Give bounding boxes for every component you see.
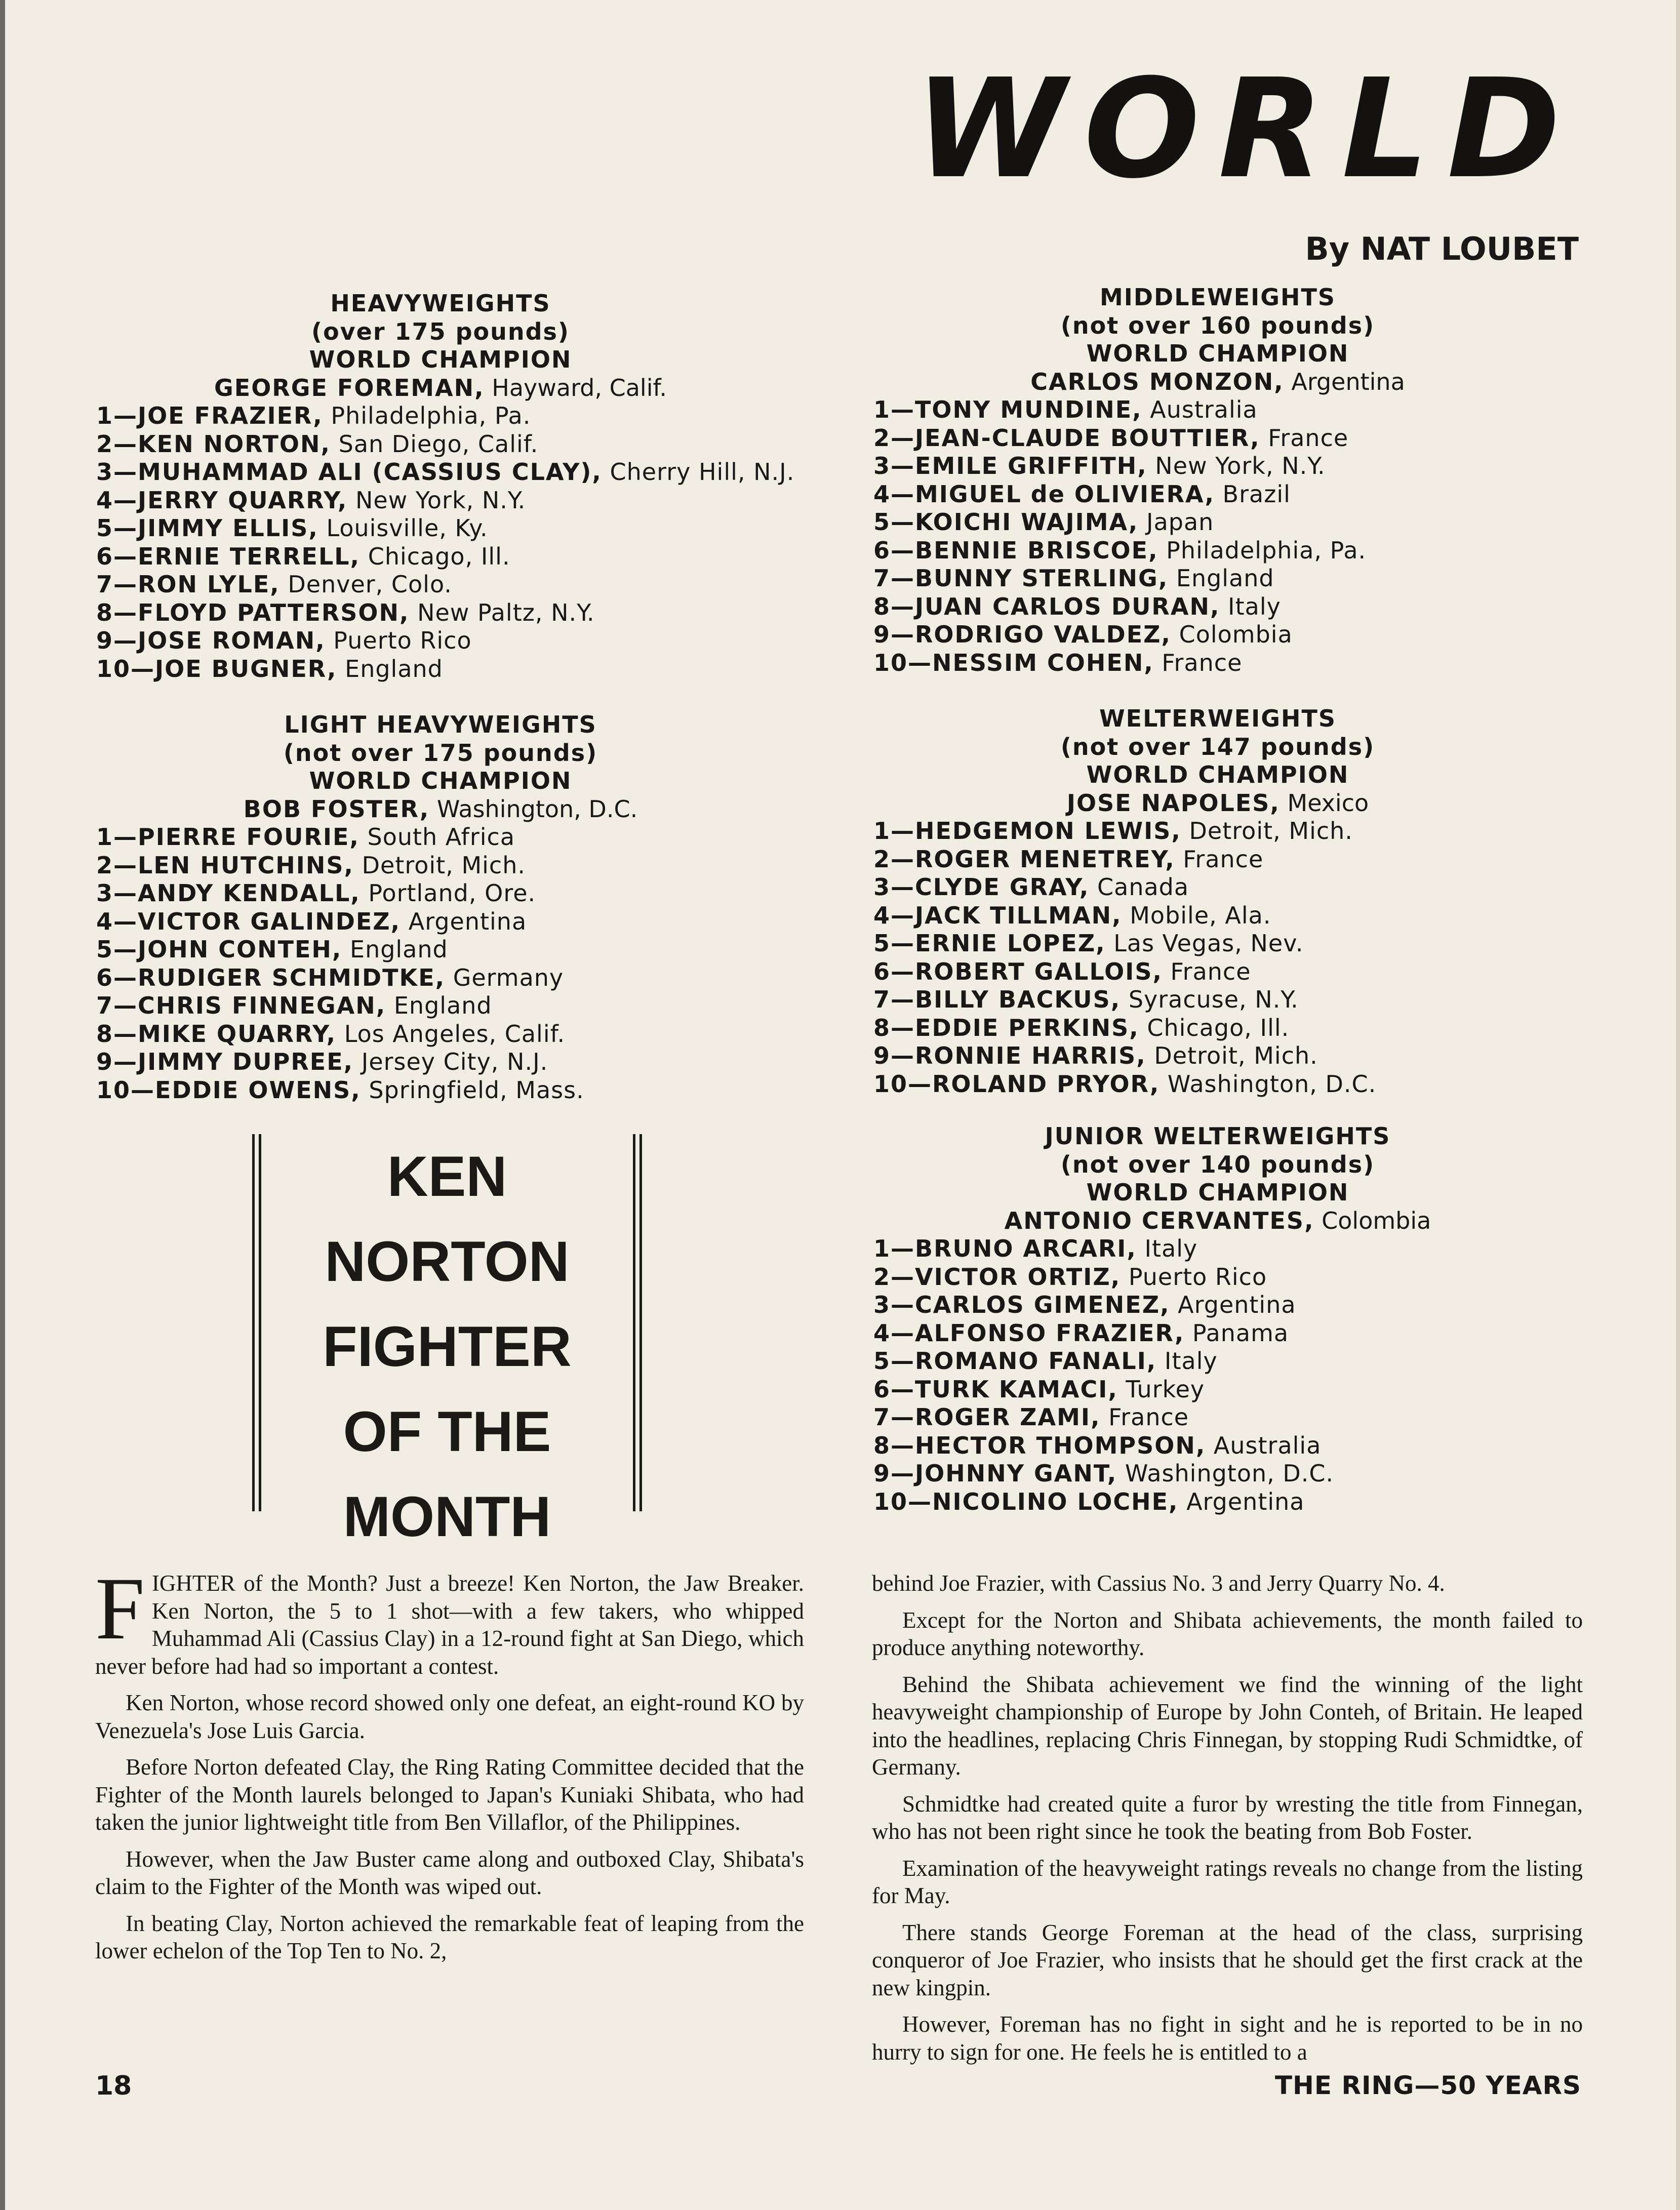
fighter-name: ROGER ZAMI, [915,1403,1101,1431]
fighter-name: EMILE GRIFFITH, [915,452,1147,479]
fighter-name: BILLY BACKUS, [915,986,1121,1013]
ranking-row [96,1048,785,1076]
fighter-location: Detroit, Mich. [1181,817,1353,845]
rank-number: 9— [873,621,915,648]
rank-number: 1— [873,396,915,423]
ranking-row [96,992,785,1020]
fighter-name: VICTOR GALINDEZ, [138,907,401,935]
champion-line [873,789,1562,818]
fighter-name: ROBERT GALLOIS, [915,957,1163,985]
champion-line [873,368,1562,396]
ranking-row [96,852,785,880]
division-name: JUNIOR WELTERWEIGHTS [1045,1122,1391,1150]
fighter-name: HEDGEMON LEWIS, [915,817,1181,845]
division-name: WELTERWEIGHTS [1099,705,1337,732]
division-light-heavyweights [96,711,785,1104]
fighter-name: PIERRE FOURIE, [138,823,359,851]
fighter-location: Portland, Ore. [360,879,536,907]
rank-number: 1— [873,1235,915,1262]
fotm-line: NORTON [325,1230,570,1293]
division-name: MIDDLEWEIGHTS [1099,284,1336,311]
fighter-location: Turkey [1117,1375,1205,1403]
fighter-location: Jersey City, N.J. [353,1048,548,1075]
champion-location: Colombia [1314,1207,1431,1234]
fighter-location: Italy [1156,1347,1218,1375]
ranking-row [873,873,1562,902]
division-middleweights [873,284,1562,677]
fighter-location: San Diego, Calif. [331,430,539,458]
byline: By NAT LOUBET [1305,230,1579,267]
rank-number: 5— [96,514,138,542]
rank-number: 5— [96,936,138,963]
rank-number: 10— [96,655,155,682]
ranking-row [96,1076,785,1105]
fighter-location: Chicago, Ill. [1139,1014,1290,1041]
rank-number: 9— [96,627,138,654]
rank-number: 10— [873,1070,933,1098]
fighter-name: JOHNNY GANT, [915,1460,1117,1487]
fighter-location: England [342,936,448,963]
rank-number: 8— [873,1431,915,1459]
fighter-name: ROLAND PRYOR, [932,1070,1160,1098]
ranking-row [873,508,1562,537]
article-paragraph: However, when the Jaw Buster came along and outboxed Clay, Shibata's claim to the Fighter of the Month was wiped out. [95,1846,804,1899]
rank-number: 5— [873,1347,915,1375]
fighter-name: BRUNO ARCARI, [915,1235,1137,1262]
ranking-row [873,565,1562,593]
page-binding-edge [0,0,5,2210]
champion-name: JOSE NAPOLES, [1066,789,1280,817]
rank-number: 8— [873,1014,915,1041]
fighter-name: ROGER MENETREY, [915,845,1175,873]
rank-number: 8— [96,598,138,626]
fighter-location: Puerto Rico [1121,1263,1267,1291]
fighter-location: Canada [1089,873,1189,901]
drop-cap: F [95,1559,145,1658]
fighter-name: MUHAMMAD ALI (CASSIUS CLAY), [138,458,602,486]
article-paragraph: In beating Clay, Norton achieved the remarkable feat of leaping from the lower echelon of the Top Ten to No. 2, [95,1910,804,1963]
champion-line [96,795,785,824]
champion-label: WORLD CHAMPION [1086,1179,1349,1206]
ranking-row [96,964,785,992]
fighter-location: England [386,992,492,1019]
fighter-name: JOE BUGNER, [155,655,337,682]
fighter-location: Italy [1220,592,1281,620]
weight-limit: (not over 175 pounds) [283,739,598,767]
fighter-name: JEAN-CLAUDE BOUTTIER, [915,424,1260,452]
fighter-name: BENNIE BRISCOE, [915,536,1158,564]
ranking-row [873,1319,1562,1348]
page-right-edge [1676,0,1680,2210]
division-junior-welterweights [873,1122,1562,1516]
fighter-name: CLYDE GRAY, [915,873,1090,901]
fighter-name: RON LYLE, [138,571,280,598]
rank-number: 6— [96,963,138,991]
fighter-location: Las Vegas, Nev. [1105,930,1304,957]
fighter-location: England [337,655,443,682]
champion-label: WORLD CHAMPION [1086,340,1349,367]
rank-number: 4— [96,486,138,514]
fighter-location: Colombia [1171,621,1293,648]
ranking-row [873,1291,1562,1319]
ranking-row [873,817,1562,846]
fighter-location: Syracuse, N.Y. [1121,986,1299,1013]
ranking-row [873,424,1562,453]
fighter-location: Philadelphia, Pa. [323,402,531,429]
fighter-location: New Paltz, N.Y. [409,598,595,626]
rank-number: 7— [873,986,915,1013]
fighter-name: ERNIE TERRELL, [138,542,361,570]
ranking-row [96,571,785,599]
rank-number: 1— [96,823,138,851]
rank-number: 4— [96,907,138,935]
ranking-row [873,1347,1562,1376]
champion-name: CARLOS MONZON, [1030,368,1284,395]
weight-limit: (over 175 pounds) [311,317,570,345]
article-column-left [95,1559,804,1974]
fotm-line: OF THE [343,1400,551,1463]
fighter-name: HECTOR THOMPSON, [915,1431,1206,1459]
fighter-location: Cherry Hill, N.J. [602,458,795,486]
ranking-row [873,930,1562,958]
fotm-line: MONTH [343,1485,551,1548]
rank-number: 6— [873,1375,915,1403]
fighter-location: Springfield, Mass. [361,1076,584,1104]
fighter-of-the-month-box [252,1134,642,1548]
ranking-row [96,655,785,684]
ranking-row [96,599,785,627]
rank-number: 2— [96,430,138,458]
ranking-row [873,1460,1562,1488]
fighter-name: RONNIE HARRIS, [915,1042,1146,1069]
fighter-location: England [1168,565,1274,592]
rank-number: 8— [96,1020,138,1048]
division-name: HEAVYWEIGHTS [330,290,551,317]
champion-location: Argentina [1284,368,1405,395]
rank-number: 7— [96,992,138,1019]
fighter-location: France [1153,649,1243,676]
fighter-location: Louisville, Ky. [318,514,488,542]
fighter-location: South Africa [359,823,515,851]
fighter-name: JERRY QUARRY, [138,486,348,514]
champion-name: ANTONIO CERVANTES, [1004,1207,1314,1234]
ranking-row [873,902,1562,930]
fighter-of-the-month-heading [272,1134,622,1559]
fighter-name: RUDIGER SCHMIDTKE, [138,963,446,991]
box-rule-right [633,1134,642,1511]
ranking-row [873,452,1562,480]
ranking-row [96,402,785,430]
fighter-name: LEN HUTCHINS, [138,851,354,879]
division-name: LIGHT HEAVYWEIGHTS [284,711,597,738]
ranking-row [873,649,1562,677]
rank-number: 3— [96,458,138,486]
fighter-location: New York, N.Y. [1147,452,1326,479]
fighter-name: JOE FRAZIER, [138,402,323,429]
ranking-row [96,936,785,964]
masthead-title: WORLD [914,49,1579,209]
article-paragraph: There stands George Foreman at the head of the class, surprising conqueror of Joe Frazier, who insists that he should get the first crack at the new kingpin. [872,1919,1583,2000]
rank-number: 1— [96,402,138,429]
rank-number: 2— [96,851,138,879]
fighter-name: BUNNY STERLING, [915,565,1169,592]
fighter-location: France [1100,1403,1189,1431]
ranking-row [873,1014,1562,1042]
article-paragraph: Schmidtke had created quite a furor by wresting the title from Finnegan, who has not been right since he took the beating from Bob Foster. [872,1791,1583,1844]
rank-number: 1— [873,817,915,845]
division-welterweights [873,705,1562,1098]
fighter-name: JIMMY ELLIS, [138,514,318,542]
champion-label: WORLD CHAMPION [309,346,572,373]
article-paragraph: Except for the Norton and Shibata achievements, the month failed to produce anything noteworthy. [872,1607,1583,1660]
fotm-line: FIGHTER [323,1315,572,1378]
fighter-name: ERNIE LOPEZ, [915,930,1106,957]
fighter-name: JUAN CARLOS DURAN, [915,592,1220,620]
rank-number: 6— [96,542,138,570]
division-heavyweights [96,290,795,683]
fighter-location: Philadelphia, Pa. [1158,536,1367,564]
rank-number: 4— [873,480,915,508]
fighter-name: MIGUEL de OLIVIERA, [915,480,1215,508]
fighter-location: Australia [1142,396,1258,423]
fighter-location: Panama [1184,1319,1289,1347]
ranking-row [873,480,1562,509]
fighter-location: Chicago, Ill. [360,542,510,570]
ranking-row [96,908,785,936]
rank-number: 3— [873,452,915,479]
rank-number: 9— [96,1048,138,1075]
ranking-row [96,1020,785,1049]
fighter-name: ANDY KENDALL, [138,879,361,907]
fighter-location: Detroit, Mich. [353,851,526,879]
fighter-name: KOICHI WAJIMA, [915,508,1139,536]
champion-line [96,374,785,403]
fighter-name: ROMANO FANALI, [915,1347,1157,1375]
ranking-row [96,627,785,655]
weight-limit: (not over 147 pounds) [1060,733,1375,760]
fighter-location: Australia [1206,1431,1322,1459]
article-column-right [872,1570,1583,2075]
champion-line [873,1207,1562,1235]
ranking-row [873,621,1562,649]
rank-number: 5— [873,508,915,536]
fighter-name: VICTOR ORTIZ, [915,1263,1121,1291]
rank-number: 2— [873,424,915,452]
rank-number: 10— [873,1488,933,1515]
article-paragraph: However, Foreman has no fight in sight and he is reported to be in no hurry to sign for one. He feels he is entitled to a [872,2012,1583,2065]
fighter-name: EDDIE PERKINS, [915,1014,1139,1041]
rank-number: 4— [873,901,915,929]
publication-footer: THE RING—50 YEARS [1274,2071,1581,2100]
ranking-row [96,543,785,571]
rank-number: 2— [873,1263,915,1291]
fighter-name: TONY MUNDINE, [915,396,1142,423]
fighter-name: TURK KAMACI, [915,1375,1118,1403]
fighter-location: Washington, D.C. [1159,1070,1377,1098]
ranking-row [873,958,1562,986]
article-paragraph: Behind the Shibata achievement we find the winning of the light heavyweight championship of Europe by John Conteh, of Britain. He leaped into the headlines, replacing Chris Finnegan, by stopping Rudi Schmidtke, of Germany. [872,1671,1583,1780]
fighter-name: MIKE QUARRY, [138,1020,337,1048]
fighter-location: Denver, Colo. [279,571,452,598]
ranking-row [873,1432,1562,1460]
article-paragraph: FIGHTER of the Month? Just a breeze! Ken Norton, the Jaw Breaker. Ken Norton, the 5 to 1 shot—with a few takers, who whipped Muhammad Ali (Cassius Clay) in a 12-round fight at San Diego, which never before had had so important a contest. [95,1559,804,1679]
fighter-location: Los Angeles, Calif. [336,1020,566,1048]
rank-number: 7— [873,565,915,592]
ranking-row [873,396,1562,424]
rank-number: 9— [873,1460,915,1487]
rank-number: 5— [873,930,915,957]
article-paragraph: Ken Norton, whose record showed only one defeat, an eight-round KO by Venezuela's Jose Luis Garcia. [95,1690,804,1743]
article-paragraph: Before Norton defeated Clay, the Ring Rating Committee decided that the Fighter of the Month laurels belonged to Japan's Kuniaki Shibata, who had taken the junior lightweight title from Ben Villaflor, of the Philippines. [95,1754,804,1835]
fighter-name: JIMMY DUPREE, [138,1048,354,1075]
fighter-name: CARLOS GIMENEZ, [915,1291,1170,1318]
box-rule-left [252,1134,261,1511]
fighter-location: Argentina [1178,1488,1305,1515]
ranking-row [873,986,1562,1014]
rank-number: 3— [873,1291,915,1318]
fighter-location: Puerto Rico [325,627,472,654]
fighter-location: Japan [1138,508,1214,536]
champion-location: Hayward, Calif. [484,374,667,401]
fighter-name: EDDIE OWENS, [155,1076,361,1104]
fighter-location: France [1162,957,1251,985]
ranking-row [873,1376,1562,1404]
ranking-row [873,537,1562,565]
ranking-row [96,879,785,908]
ranking-row [96,823,785,852]
fighter-name: JACK TILLMAN, [915,901,1122,929]
rank-number: 8— [873,592,915,620]
ranking-row [96,458,795,487]
fighter-name: NICOLINO LOCHE, [932,1488,1179,1515]
page-number: 18 [95,2071,132,2101]
fighter-location: New York, N.Y. [347,486,526,514]
ranking-row [873,1488,1562,1516]
article-paragraph: Examination of the heavyweight ratings reveals no change from the listing for May. [872,1855,1583,1908]
rank-number: 4— [873,1319,915,1347]
champion-label: WORLD CHAMPION [1086,761,1349,788]
fighter-location: France [1175,845,1264,873]
fighter-location: Italy [1136,1235,1198,1262]
fighter-name: FLOYD PATTERSON, [138,598,410,626]
ranking-row [96,430,785,459]
fighter-name: ALFONSO FRAZIER, [915,1319,1185,1347]
article-paragraph: behind Joe Frazier, with Cassius No. 3 and Jerry Quarry No. 4. [872,1571,1445,1596]
ranking-row [96,487,785,515]
ranking-row [873,846,1562,874]
weight-limit: (not over 160 pounds) [1060,311,1375,339]
fotm-line: KEN [387,1145,507,1208]
champion-location: Mexico [1279,789,1369,817]
ranking-row [873,1263,1562,1292]
rank-number: 3— [873,873,915,901]
rank-number: 7— [873,1403,915,1431]
fighter-location: Detroit, Mich. [1146,1042,1318,1069]
champion-location: Washington, D.C. [429,795,638,823]
fighter-location: Washington, D.C. [1117,1460,1334,1487]
rank-number: 6— [873,957,915,985]
ranking-row [873,1042,1562,1070]
fighter-location: Argentina [401,907,527,935]
fighter-name: JOSE ROMAN, [138,627,326,654]
ranking-row [873,1070,1562,1099]
rank-number: 3— [96,879,138,907]
fighter-name: NESSIM COHEN, [932,649,1154,676]
rank-number: 6— [873,536,915,564]
ranking-row [873,593,1562,621]
fighter-location: France [1260,424,1349,452]
fighter-name: CHRIS FINNEGAN, [138,992,386,1019]
champion-label: WORLD CHAMPION [309,767,572,794]
rank-number: 10— [96,1076,155,1104]
weight-limit: (not over 140 pounds) [1060,1150,1375,1178]
rank-number: 10— [873,649,933,676]
champion-name: GEORGE FOREMAN, [214,374,485,401]
fighter-location: Argentina [1170,1291,1296,1318]
rank-number: 9— [873,1042,915,1069]
fighter-name: JOHN CONTEH, [138,936,342,963]
rank-number: 7— [96,571,138,598]
fighter-location: Mobile, Ala. [1122,901,1271,929]
fighter-location: Brazil [1214,480,1291,508]
fighter-name: RODRIGO VALDEZ, [915,621,1171,648]
rank-number: 2— [873,845,915,873]
ranking-row [96,514,785,543]
fighter-name: KEN NORTON, [138,430,331,458]
champion-name: BOB FOSTER, [243,795,430,823]
ranking-row [873,1403,1562,1432]
ranking-row [873,1235,1562,1263]
fighter-location: Germany [445,963,564,991]
